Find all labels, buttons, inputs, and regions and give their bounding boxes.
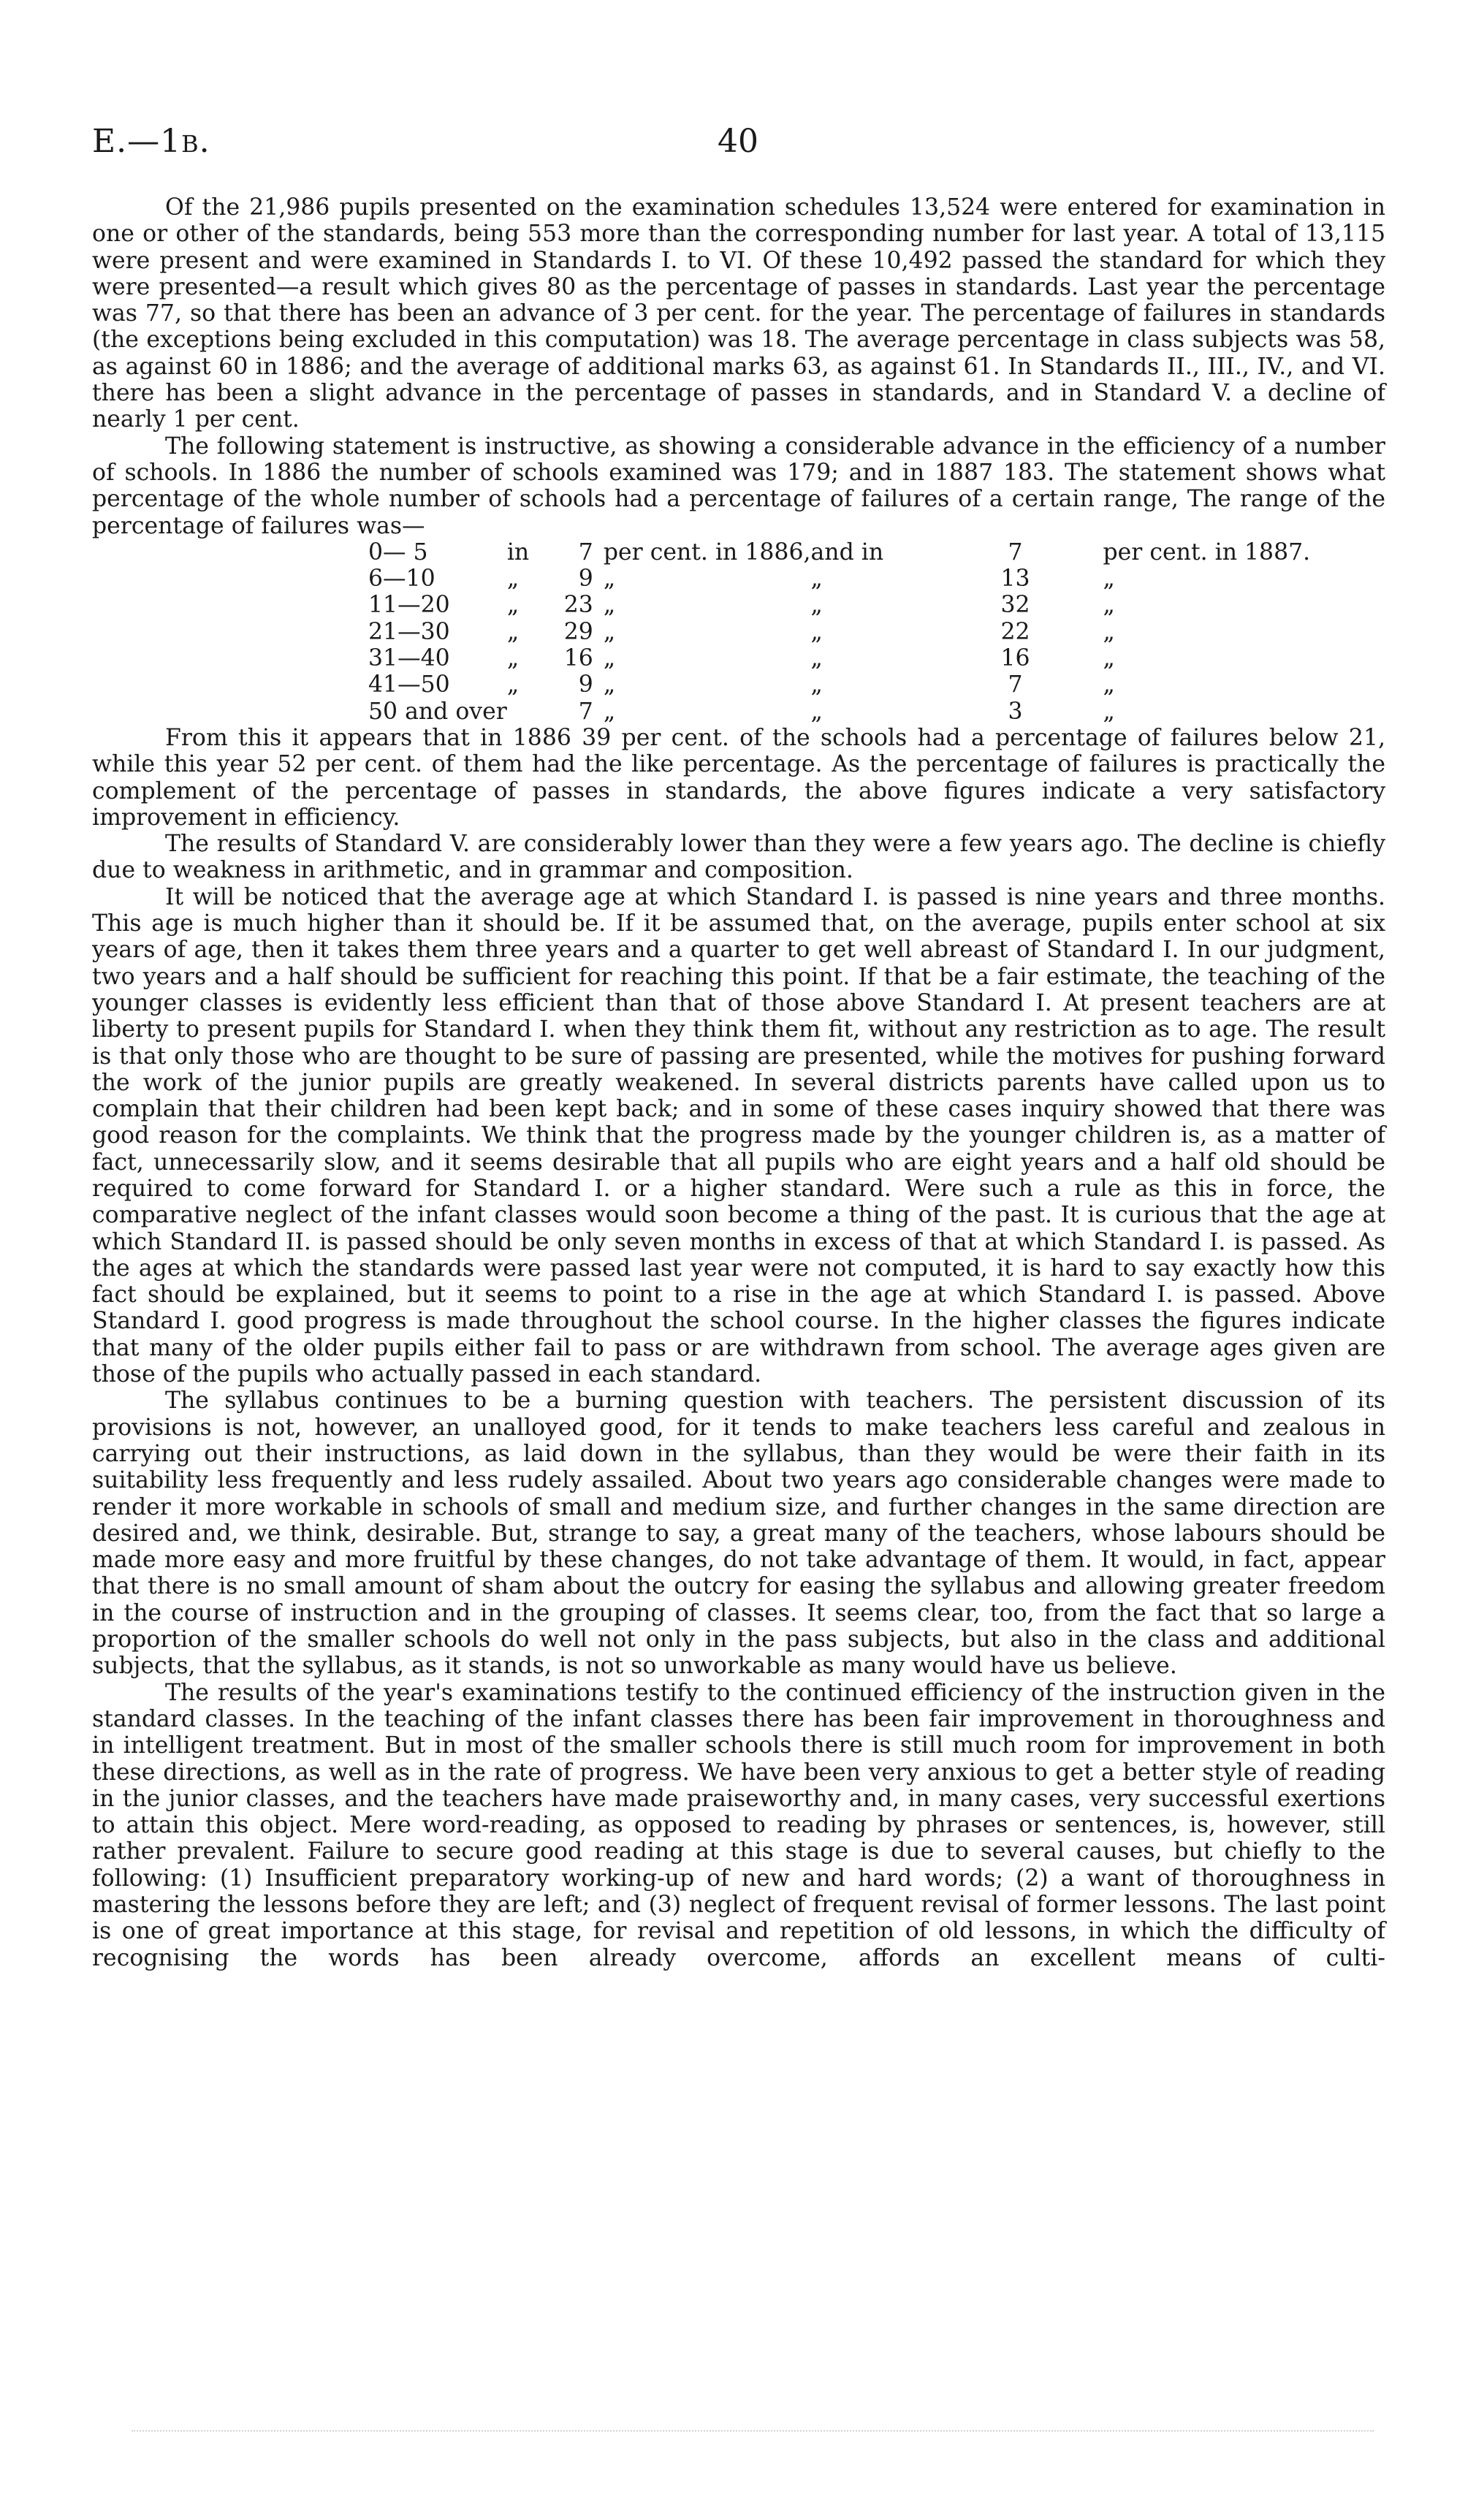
table-cell-and-in: „ xyxy=(810,645,823,672)
table-cell-pct-1887: 7 xyxy=(1008,671,1023,698)
table-cell-in: „ xyxy=(506,671,520,698)
table-cell-range: 21—30 xyxy=(368,618,450,645)
paragraph: The following statement is instructive, as showing a considerable advance in the efficiency of a number of schools. In 1886 the number of schools examined was 179; and in 1887 183. The statement shows what percentage of the whole number of schools had a percentage of failures of a certain range, The range of the percentage of failures was— xyxy=(92,433,1385,539)
paragraph: The results of Standard V. are considerably lower than they were a few years ago. The decline is chiefly due to weakness in arithmetic, and in grammar and composition. xyxy=(92,831,1385,884)
table-cell-label-1887: „ xyxy=(1103,645,1115,672)
paragraph: Of the 21,986 pupils presented on the examination schedules 13,524 were entered for examination in one or other of the standards, being 553 more than the corresponding number for last year. A total of 13,115 were present and were examined in Standards I. to VI. Of these 10,492 passed the standard for which they were presented—a result which gives 80 as the percentage of passes in standards. Last year the percentage was 77, so that there has been an advance of 3 per cent. for the year. The percentage of failures in standards (the exceptions being excluded in this computation) was 18. The average percentage in class subjects was 58, as against 60 in 1886; and the average of additional marks 63, as against 61. In Standards II., III., IV., and VI. there has been a slight advance in the percentage of passes in standards, and in Standard V. a decline of nearly 1 per cent. xyxy=(92,194,1385,433)
table-cell-in: „ xyxy=(506,592,520,619)
table-cell-label-1886: „ xyxy=(603,618,616,645)
table-cell-pct-1887: 16 xyxy=(1000,645,1030,672)
table-cell-label-1887: „ xyxy=(1103,671,1115,698)
table-cell-and-in: „ xyxy=(810,592,823,619)
table-cell-label-1887: „ xyxy=(1103,618,1115,645)
table-cell-pct-1887: 7 xyxy=(1008,538,1023,566)
table-cell-in: in xyxy=(506,538,530,566)
table-row xyxy=(368,698,1310,725)
table-cell-pct-1887: 3 xyxy=(1008,698,1023,725)
table-cell-label-1886: „ xyxy=(603,592,616,619)
failure-percentage-table xyxy=(368,539,1310,725)
table-cell-pct-1886: 7 xyxy=(578,698,593,725)
paragraph: The results of the year's examinations testify to the continued efficiency of the instruction given in the standard classes. In the teaching of the infant classes there has been fair improvement in thoroughness and in intelligent treatment. But in most of the smaller schools there is still much room for improvement in both these directions, as well as in the rate of progress. We have been very anxious to get a better style of reading in the junior classes, and the teachers have made praiseworthy and, in many cases, very successful exertions to attain this object. Mere word-reading, as opposed to reading by phrases or sentences, is, however, still rather prevalent. Failure to secure good reading at this stage is due to several causes, but chiefly to the following: (1) Insufficient preparatory working-up of new and hard words; (2) a want of thoroughness in mastering the lessons before they are left; and (3) neglect of frequent revisal of former lessons. The last point is one of great importance at this stage, for revisal and repetition of old lessons, in which the difficulty of recognising the words has been already overcome, affords an excellent means of culti- xyxy=(92,1679,1385,1971)
reference-prefix: E.—1 xyxy=(92,123,182,160)
table-cell-in: „ xyxy=(506,566,520,593)
table-cell-label-1886: „ xyxy=(603,671,616,698)
table-cell-and-in: „ xyxy=(810,671,823,698)
table-cell-range: 11—20 xyxy=(368,592,450,619)
table-cell-in: „ xyxy=(506,645,520,672)
table-cell-range: 6—10 xyxy=(368,566,435,593)
table-row xyxy=(368,671,1310,698)
paragraph: The syllabus continues to be a burning question with teachers. The persistent discussion of its provisions is not, however, an unalloyed good, for it tends to make teachers less careful and zealous in carrying out their instructions, as laid down in the syllabus, than they would be were their faith in its suitability less frequently and less rudely assailed. About two years ago considerable changes were made to render it more workable in schools of small and medium size, and further changes in the same direction are desired and, we think, desirable. But, strange to say, a great many of the teachers, whose labours should be made more easy and more fruitful by these changes, do not take advantage of them. It would, in fact, appear that there is no small amount of sham about the outcry for easing the syllabus and allowing greater freedom in the course of instruction and in the grouping of classes. It seems clear, too, from the fact that so large a proportion of the smaller schools do well not only in the pass subjects, but also in the class and additional subjects, that the syllabus, as it stands, is not so unworkable as many would have us believe. xyxy=(92,1387,1385,1680)
paragraph: It will be noticed that the average age at which Standard I. is passed is nine years and three months. This age is much higher than it should be. If it be assumed that, on the average, pupils enter school at six years of age, then it takes them three years and a quarter to get well abreast of Standard I. In our judgment, two years and a half should be sufficient for reaching this point. If that be a fair estimate, the teaching of the younger classes is evidently less efficient than that of those above Standard I. At present teachers are at liberty to present pupils for Standard I. when they think them fit, without any restriction as to age. The result is that only those who are thought to be sure of passing are presented, while the motives for pushing forward the work of the junior pupils are greatly weakened. In several districts parents have called upon us to complain that their children had been kept back; and in some of these cases inquiry showed that there was good reason for the complaints. We think that the progress made by the younger children is, as a matter of fact, unnecessarily slow, and it seems desirable that all pupils who are eight years and a half old should be required to come forward for Standard I. or a higher standard. Were such a rule as this in force, the comparative neglect of the infant classes would soon become a thing of the past. It is curious that the age at which Standard II. is passed should be only seven months in excess of that at which Standard I. is passed. As the ages at which the standards were passed last year were not computed, it is hard to say exactly how this fact should be explained, but it seems to point to a rise in the age at which Standard I. is passed. Above Standard I. good progress is made throughout the school course. In the higher classes the figures indicate that many of the older pupils either fail to pass or are withdrawn from school. The average ages given are those of the pupils who actually passed in each standard. xyxy=(92,883,1385,1388)
page-header xyxy=(92,123,1384,167)
table-cell-label-1886: „ xyxy=(603,698,616,725)
table-cell-pct-1887: 13 xyxy=(1000,566,1030,593)
reference-suffix: B xyxy=(181,130,199,158)
page-number: 40 xyxy=(718,123,758,160)
table-cell-label-1887: „ xyxy=(1103,592,1115,619)
table-cell-range: 31—40 xyxy=(368,645,450,672)
table-cell-and-in: „ xyxy=(810,566,823,593)
footer-rule xyxy=(132,2430,1374,2432)
table-cell-pct-1886: 16 xyxy=(563,645,593,672)
table-cell-and-in: and in xyxy=(810,538,884,566)
table-cell-in xyxy=(507,698,542,725)
table-cell-range: 50 and over xyxy=(368,698,507,725)
table-cell-range: 0— 5 xyxy=(368,538,428,566)
table-row xyxy=(368,619,1310,645)
table-cell-pct-1886: 9 xyxy=(578,671,593,698)
table-cell-label-1886: „ xyxy=(603,566,616,593)
table-cell-and-in: „ xyxy=(810,618,823,645)
table-cell-range: 41—50 xyxy=(368,671,450,698)
table-cell-label-1887: „ xyxy=(1103,566,1115,593)
table-row xyxy=(368,592,1310,618)
table-cell-label-1886: „ xyxy=(603,645,616,672)
table-cell-pct-1887: 22 xyxy=(1000,618,1030,645)
table-cell-pct-1886: 7 xyxy=(578,538,593,566)
reference-end: . xyxy=(199,123,210,160)
table-cell-label-1887: per cent. in 1887. xyxy=(1103,538,1311,566)
table-row xyxy=(368,539,1310,566)
table-row xyxy=(368,645,1310,671)
table-cell-label-1887: „ xyxy=(1103,698,1115,725)
table-cell-pct-1886: 29 xyxy=(563,618,593,645)
paragraph: From this it appears that in 1886 39 per cent. of the schools had a percentage of failures below 21, while this year 52 per cent. of them had the like percentage. As the percentage of failures is practically the complement of the percentage of passes in standards, the above figures indicate a very satisfactory improvement in efficiency. xyxy=(92,724,1385,831)
table-cell-pct-1886: 9 xyxy=(578,566,593,593)
table-cell-in: „ xyxy=(506,618,520,645)
body-text xyxy=(92,194,1385,1971)
table-cell-label-1886: per cent. in 1886, xyxy=(603,538,811,566)
table-cell-pct-1887: 32 xyxy=(1000,592,1030,619)
table-cell-and-in: „ xyxy=(810,698,823,725)
table-row xyxy=(368,566,1310,592)
table-cell-pct-1886: 23 xyxy=(563,592,593,619)
